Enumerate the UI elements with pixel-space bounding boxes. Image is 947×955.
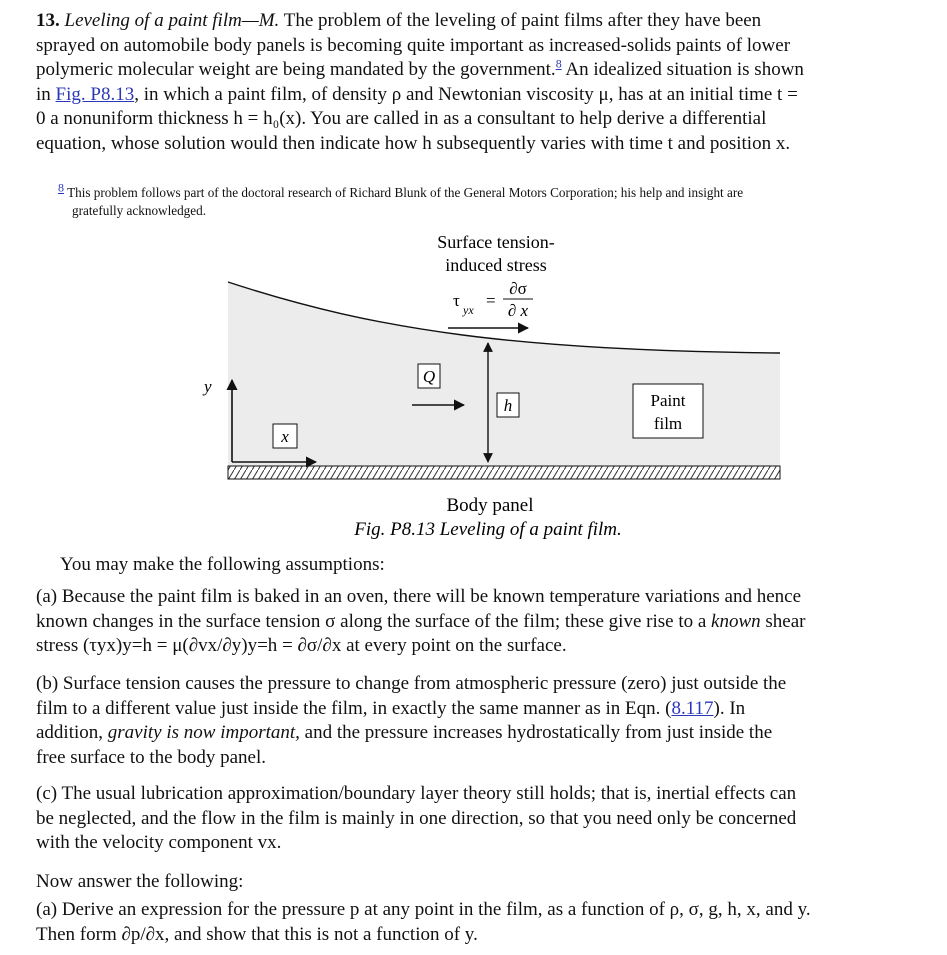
assumption-a-line-3: stress (τyx)y=h = μ(∂vx/∂y)y=h = ∂σ/∂x at every point on the surface.	[36, 635, 567, 656]
assumption-b-line-1: (b) Surface tension causes the pressure to change from atmospheric pressure (zero) just outside the	[36, 673, 787, 694]
assumption-a-known: known	[711, 610, 761, 632]
intro-line-5: 0 a nonuniform thickness h = h₀(x). You are called in as a consultant to help derive a differential	[36, 108, 767, 129]
problem-number: 13.	[36, 10, 60, 31]
label-y: y	[204, 377, 212, 396]
tau-symbol: τ	[453, 291, 460, 310]
intro-line-2: sprayed on automobile body panels is becoming quite important as increased-solids paints of lower	[36, 34, 791, 56]
intro-line-3: polymeric molecular weight are being mandated by the government.	[36, 59, 556, 80]
assumption-b-line-3: addition,	[36, 722, 108, 743]
label-paint: Paint	[650, 391, 686, 410]
assumption-b-gravity: gravity is now important,	[107, 722, 300, 743]
figure-caption: Fig. P8.13 Leveling of a paint film.	[354, 519, 622, 540]
label-body-panel: Body panel	[446, 495, 534, 516]
equation-link[interactable]: 8.117	[671, 697, 714, 719]
assumption-c-line-1: (c) The usual lubrication approximation/boundary layer theory still holds; that is, inertial effects can	[36, 783, 797, 804]
label-q: Q	[422, 367, 436, 386]
tau-subscript: yx	[463, 303, 474, 317]
label-x: x	[281, 427, 289, 446]
assumption-a	[36, 585, 936, 659]
equals-sign: =	[486, 291, 496, 310]
label-h: h	[503, 396, 513, 415]
footnote-mark-link[interactable]: 8	[58, 180, 64, 195]
question-a-line-1: (a) Derive an expression for the pressure p at any point in the film, as a function of ρ, σ, g, h, x, and y.	[36, 899, 811, 920]
dsigma-numerator: ∂σ	[509, 279, 527, 298]
footnote-ref-link[interactable]: 8	[555, 56, 562, 71]
assumption-a-line-1: (a) Because the paint film is baked in an oven, there will be known temperature variations and hence	[36, 586, 802, 607]
figure-link[interactable]: Fig. P8.13	[55, 83, 135, 105]
assumption-b-line-3-end: and the pressure increases hydrostatically from just inside the	[299, 722, 773, 743]
assumption-b	[36, 672, 936, 770]
assumption-c-line-3: with the velocity component vx.	[36, 832, 282, 853]
footnote-line-2: gratefully acknowledged.	[72, 203, 207, 218]
problem-title: Leveling of a paint film—M.	[64, 10, 280, 31]
assumption-b-line-2: film to a different value just inside the film, in exactly the same manner as in Eqn. (	[36, 697, 672, 719]
label-induced-stress: induced stress	[445, 255, 547, 275]
assumptions-intro: You may make the following assumptions:	[60, 554, 385, 575]
question-a	[36, 898, 936, 947]
assumption-c	[36, 782, 936, 856]
assumption-a-line-2: known changes in the surface tension σ along the surface of the film; these give rise to a	[36, 610, 712, 632]
label-surface-tension: Surface tension-	[437, 232, 555, 252]
label-film: film	[653, 414, 683, 433]
now-answer: Now answer the following:	[36, 871, 244, 892]
intro-line-3b: An idealized situation is shown	[565, 59, 804, 80]
assumption-b-line-4: free surface to the body panel.	[36, 746, 267, 768]
intro-line-4b: , in which a paint film, of density ρ and Newtonian viscosity μ, has at an initial time t =	[134, 83, 798, 105]
assumption-b-line-2-end: ). In	[713, 697, 746, 719]
intro-line-4a: in	[36, 83, 51, 105]
intro-line-6: equation, whose solution would then indicate how h subsequently varies with time t and position x.	[36, 132, 791, 154]
footnote-line-1: This problem follows part of the doctoral research of Richard Blunk of the General Motors Corporation; his help and insight are	[67, 185, 744, 200]
assumption-a-shear: shear	[760, 610, 806, 632]
dx-denominator: ∂ x	[507, 301, 529, 320]
body-panel	[228, 466, 780, 479]
question-a-line-2: Then form ∂p/∂x, and show that this is not a function of y.	[36, 923, 478, 945]
intro-line-1: The problem of the leveling of paint films after they have been	[283, 10, 762, 31]
assumption-c-line-2: be neglected, and the flow in the film is mainly in one direction, so that you need only be concerned	[36, 807, 797, 829]
